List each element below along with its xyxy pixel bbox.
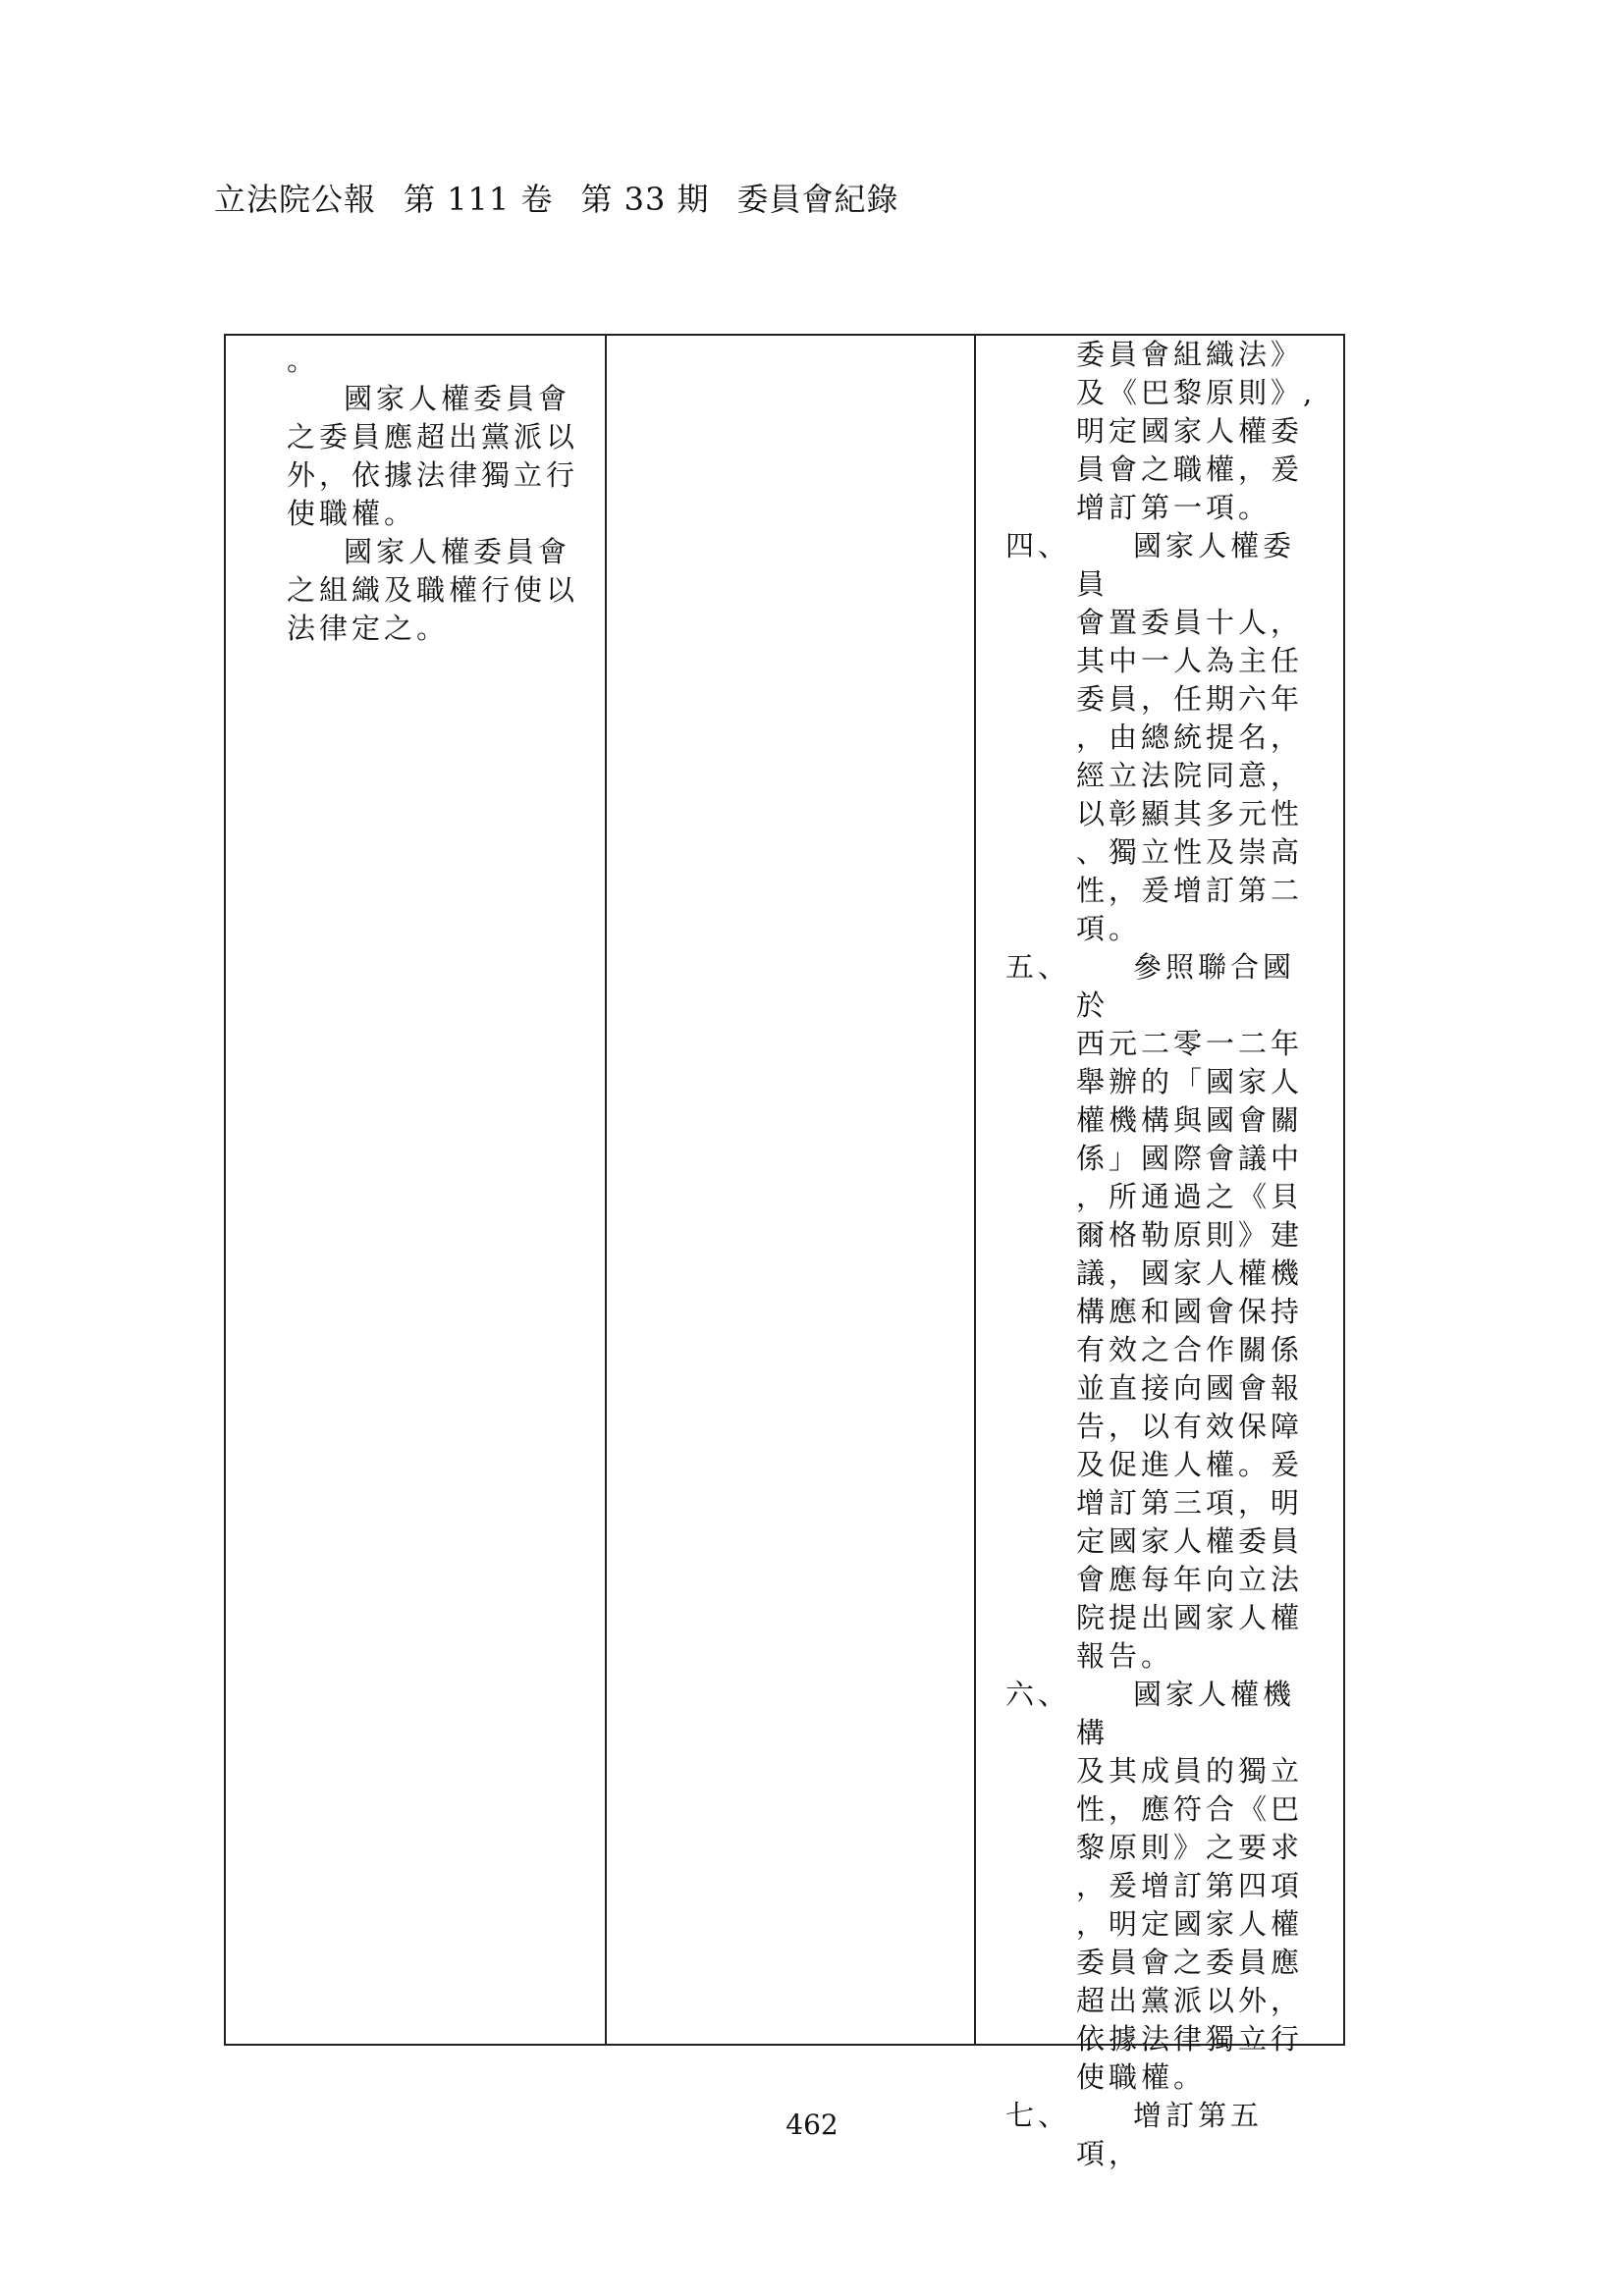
explanation-line: 員會之職權，爰 — [1076, 453, 1304, 486]
explanation-item-line — [1005, 1752, 1329, 1790]
item-number — [1005, 1408, 1076, 1446]
explanation-item-line — [1005, 1369, 1329, 1408]
explanation-line: 及《巴黎原則》, — [1076, 376, 1317, 409]
item-text: 並直接向國會報 — [1076, 1371, 1304, 1405]
explanation-item-line — [1005, 1944, 1329, 1982]
explanation-item-line — [1005, 1599, 1329, 1637]
item-number — [1005, 757, 1076, 795]
article-paragraph: 國家人權委員會之委員應超出黨派以外，依據法律獨立行使職權。 — [287, 382, 579, 530]
item-text: 委員，任期六年 — [1076, 682, 1304, 716]
item-number — [1005, 1790, 1076, 1829]
item-text: 舉辦的「國家人 — [1076, 1065, 1304, 1098]
item-number: 七、 — [1005, 2099, 1071, 2132]
explanation-item-line — [1005, 1216, 1329, 1255]
explanation-line: 明定國家人權委 — [1076, 414, 1304, 448]
item-text: 有效之合作關係 — [1076, 1333, 1304, 1366]
item-number — [1005, 604, 1076, 642]
item-text: 性，爰增訂第二 — [1076, 874, 1304, 907]
item-text: ，所通過之《貝 — [1076, 1180, 1304, 1213]
item-text: 及其成員的獨立 — [1076, 1754, 1304, 1788]
item-number — [1005, 719, 1076, 757]
explanation-item-line — [1005, 1905, 1329, 1944]
item-number — [1005, 1484, 1076, 1522]
item-text: 國家人權機構 — [1076, 1678, 1296, 1749]
column-explanation — [976, 336, 1343, 2170]
item-number: 四、 — [1005, 529, 1071, 562]
item-number — [1005, 1944, 1076, 1982]
item-number — [1005, 910, 1076, 948]
item-text: 定國家人權委員 — [1076, 1524, 1304, 1558]
item-number — [1005, 833, 1076, 872]
item-number — [1005, 642, 1076, 680]
volume-number: 第 111 卷 — [404, 181, 554, 218]
item-number — [1005, 1293, 1076, 1331]
item-text: 增訂第五項， — [1076, 2099, 1264, 2170]
item-text: 增訂第三項，明 — [1076, 1486, 1304, 1520]
item-number — [1005, 1561, 1076, 1599]
publication-header — [214, 175, 927, 220]
article-paragraph: 國家人權委員會之組織及職權行使以法律定之。 — [287, 535, 579, 645]
explanation-item-line — [1005, 1561, 1329, 1599]
leading-punctuation: 。 — [287, 344, 320, 377]
item-number — [1005, 1446, 1076, 1484]
item-number — [1005, 1101, 1076, 1140]
explanation-item-line — [1005, 527, 1329, 604]
explanation-item-line — [1005, 910, 1329, 948]
explanation-item-line — [1005, 948, 1329, 1025]
item-text: 、獨立性及崇高 — [1076, 835, 1304, 869]
explanation-item-line — [1005, 680, 1329, 719]
explanation-item-line — [1005, 1293, 1329, 1331]
item-number — [1005, 1216, 1076, 1255]
item-number — [1005, 1982, 1076, 2020]
explanation-item-line — [1005, 1982, 1329, 2020]
column-proposed-text — [226, 336, 607, 2044]
item-number — [1005, 1140, 1076, 1178]
explanation-item-line — [1005, 1140, 1329, 1178]
explanation-item-line — [1005, 2058, 1329, 2097]
item-number — [1005, 680, 1076, 719]
item-text: 依據法律獨立行 — [1076, 2022, 1304, 2056]
item-text: 項。 — [1076, 912, 1142, 945]
item-number — [1005, 1025, 1076, 1063]
explanation-item-line — [1005, 1637, 1329, 1676]
item-number — [1005, 795, 1076, 833]
item-number — [1005, 1522, 1076, 1561]
item-text: 其中一人為主任 — [1076, 644, 1304, 677]
explanation-item-line — [1005, 2020, 1329, 2058]
publication-name: 立法院公報 — [214, 181, 377, 218]
explanation-item-line — [1005, 795, 1329, 833]
explanation-item-line — [1005, 604, 1329, 642]
item-text: 黎原則》之要求 — [1076, 1831, 1304, 1864]
explanation-item-line — [1005, 1446, 1329, 1484]
item-number — [1005, 1599, 1076, 1637]
item-text: 爾格勒原則》建 — [1076, 1218, 1304, 1252]
item-number: 五、 — [1005, 950, 1071, 984]
item-number — [1005, 872, 1076, 910]
item-text: ，明定國家人權 — [1076, 1907, 1304, 1941]
explanation-item-line — [1005, 872, 1329, 910]
item-number — [1005, 1867, 1076, 1905]
explanation-item-line — [1005, 642, 1329, 680]
item-text: 構應和國會保持 — [1076, 1295, 1304, 1328]
explanation-item-line — [1005, 1829, 1329, 1867]
explanation-item-line — [1005, 1790, 1329, 1829]
item-text: 委員會之委員應 — [1076, 1946, 1304, 1979]
explanation-item-line — [1005, 1178, 1329, 1216]
item-text: 國家人權委員 — [1076, 529, 1296, 601]
item-text: 係」國際會議中 — [1076, 1142, 1304, 1175]
item-text: 報告。 — [1076, 1639, 1174, 1673]
item-text: 會置委員十人， — [1076, 606, 1304, 639]
explanation-item-line — [1005, 1101, 1329, 1140]
explanation-item-line — [1005, 1484, 1329, 1522]
explanation-item-line — [1005, 719, 1329, 757]
item-text: 使職權。 — [1076, 2060, 1207, 2094]
item-text: 告，以有效保障 — [1076, 1410, 1304, 1443]
item-number — [1005, 1331, 1076, 1369]
item-text: 經立法院同意， — [1076, 759, 1304, 792]
explanation-item-line — [1005, 1255, 1329, 1293]
item-text: 權機構與國會關 — [1076, 1103, 1304, 1137]
item-number — [1005, 1637, 1076, 1676]
item-number — [1005, 1255, 1076, 1293]
item-number — [1005, 1829, 1076, 1867]
item-text: 性，應符合《巴 — [1076, 1792, 1304, 1826]
section-name: 委員會紀錄 — [736, 181, 899, 218]
item-text: 西元二零一二年 — [1076, 1027, 1304, 1060]
item-text: 議，國家人權機 — [1076, 1256, 1304, 1290]
explanation-item-line — [1005, 1522, 1329, 1561]
item-number — [1005, 1752, 1076, 1790]
proposed-text-content — [287, 342, 581, 648]
explanation-content — [1005, 336, 1329, 2173]
explanation-item-line — [1005, 1063, 1329, 1101]
item-text: 會應每年向立法 — [1076, 1563, 1304, 1596]
explanation-item-line — [1005, 833, 1329, 872]
explanation-line: 增訂第一項。 — [1076, 491, 1272, 524]
item-number — [1005, 1063, 1076, 1101]
item-text: ，爰增訂第四項 — [1076, 1869, 1304, 1902]
item-text: 以彰顯其多元性 — [1076, 797, 1304, 830]
item-number — [1005, 1369, 1076, 1408]
item-number: 六、 — [1005, 1678, 1071, 1711]
explanation-item-line — [1005, 757, 1329, 795]
item-text: 超出黨派以外， — [1076, 1984, 1304, 2017]
column-current-text — [607, 336, 976, 2044]
explanation-line: 委員會組織法》 — [1076, 338, 1304, 371]
explanation-item-line — [1005, 1025, 1329, 1063]
item-number — [1005, 2020, 1076, 2058]
explanation-item-line — [1005, 1331, 1329, 1369]
issue-number: 第 33 期 — [580, 181, 710, 218]
explanation-item-line — [1005, 1867, 1329, 1905]
explanation-item-line — [1005, 1408, 1329, 1446]
item-number — [1005, 1905, 1076, 1944]
item-number — [1005, 2058, 1076, 2097]
item-number — [1005, 1178, 1076, 1216]
explanation-item-line — [1005, 1676, 1329, 1752]
item-text: 參照聯合國於 — [1076, 950, 1296, 1022]
item-text: ，由總統提名， — [1076, 721, 1304, 754]
item-text: 及促進人權。爰 — [1076, 1448, 1304, 1481]
page-number: 462 — [785, 2109, 839, 2141]
item-text: 院提出國家人權 — [1076, 1601, 1304, 1634]
